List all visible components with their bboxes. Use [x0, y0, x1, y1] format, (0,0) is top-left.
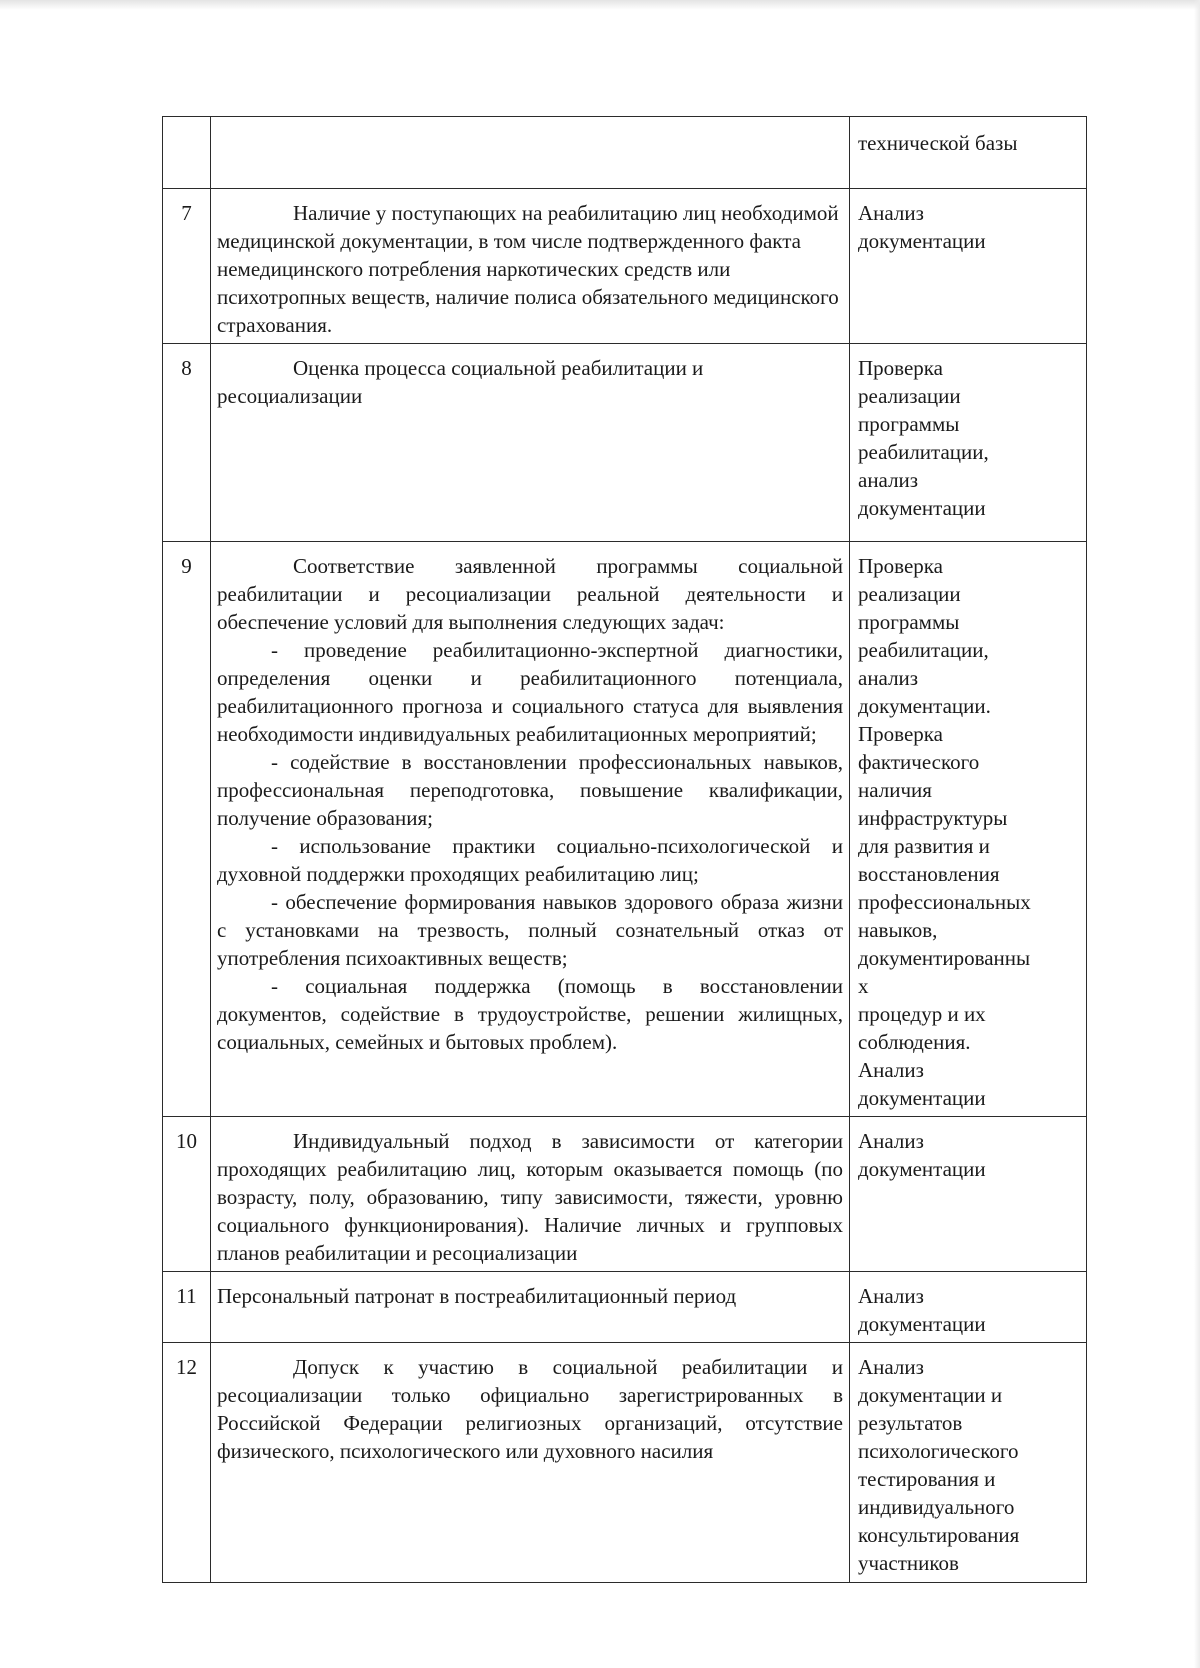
check-line: восстановления [858, 862, 1000, 886]
row-check-cell [850, 1272, 1087, 1343]
check-line: соблюдения. [858, 1030, 971, 1054]
check-line: психологического [858, 1439, 1019, 1463]
row-check-cell [850, 189, 1087, 344]
check-line: реализации [858, 582, 961, 606]
check-line: документации [858, 1086, 986, 1110]
row-number-cell: 12 [163, 1343, 211, 1583]
table-row [163, 1272, 1087, 1343]
row-text-cell [211, 117, 850, 189]
row-text: Допуск к участию в социальной реабилитации и ресоциализации только официально зарегистрированных в Российской Федерации религиозных организаций, отсутствие физического, психологического или духовного насилия [217, 1355, 843, 1463]
row-check-cell [850, 1343, 1087, 1583]
check-line: документации. [858, 694, 991, 718]
check-line: Анализ [858, 1058, 924, 1082]
row-check-cell: технической базы [850, 117, 1087, 189]
check-line: документации [858, 496, 986, 520]
row-text-cell [211, 344, 850, 542]
check-line: фактического [858, 750, 980, 774]
check-line: инфраструктуры [858, 806, 1008, 830]
row-text-cell [211, 1117, 850, 1272]
check-line: индивидуального [858, 1495, 1015, 1519]
check-line: Анализ [858, 1129, 924, 1153]
check-line: для развития и [858, 834, 990, 858]
row-number-cell: 10 [163, 1117, 211, 1272]
row-check-cell [850, 1117, 1087, 1272]
check-line: Анализ [858, 1355, 924, 1379]
table-row [163, 1117, 1087, 1272]
row-text: Индивидуальный подход в зависимости от категории проходящих реабилитацию лиц, которым оказывается помощь (по возрасту, полу, образованию, типу зависимости, тяжести, уровню социального функционирования). Наличие личных и групповых планов реабилитации и ресоциализации [217, 1129, 843, 1265]
check-line: процедур и их [858, 1002, 986, 1026]
check-line: Анализ [858, 1284, 924, 1308]
check-line: Анализ [858, 201, 924, 225]
row-text-cell [211, 1272, 850, 1343]
check-line: Проверка [858, 554, 943, 578]
scan-shadow-top [0, 0, 1200, 10]
check-line: тестирования и [858, 1467, 996, 1491]
check-line: профессиональных [858, 890, 1031, 914]
table-row [163, 189, 1087, 344]
row-text: Оценка процесса социальной реабилитации и ресоциализации [217, 356, 704, 408]
check-line: реализации [858, 384, 961, 408]
table-row [163, 542, 1087, 1117]
check-line: документированны [858, 946, 1031, 970]
row-text: Персональный патронат в постреабилитационный период [217, 1284, 737, 1308]
check-line: навыков, [858, 918, 938, 942]
row-number-cell: 9 [163, 542, 211, 1117]
table-row-continued [163, 117, 1087, 189]
row-number-cell [163, 117, 211, 189]
check-line: участников [858, 1551, 959, 1575]
check-line: программы [858, 412, 960, 436]
check-line: реабилитации, [858, 440, 989, 464]
task-list-item: - проведение реабилитационно-экспертной диагностики, определения оценки и реабилитационного потенциала, реабилитационного прогноза и социального статуса для выявления необходимости индивидуальных реабилитационных мероприятий; [217, 638, 843, 746]
task-list-item: - использование практики социально-психологической и духовной поддержки проходящих реабилитацию лиц; [217, 834, 843, 886]
criteria-table [162, 116, 1087, 1583]
row-check-cell [850, 344, 1087, 542]
check-line: наличия [858, 778, 932, 802]
check-line: документации [858, 1312, 986, 1336]
check-line: программы [858, 610, 960, 634]
row-text-cell [211, 189, 850, 344]
row-text-cell [211, 542, 850, 1117]
table-row [163, 1343, 1087, 1583]
check-line: результатов [858, 1411, 963, 1435]
row-number-cell: 11 [163, 1272, 211, 1343]
check-line: Проверка [858, 356, 943, 380]
check-line: анализ [858, 666, 919, 690]
task-list-item: - содействие в восстановлении профессиональных навыков, профессиональная переподготовка, повышение квалификации, получение образования; [217, 750, 843, 830]
check-line: документации [858, 1157, 986, 1181]
check-line: документации [858, 229, 986, 253]
check-line: реабилитации, [858, 638, 989, 662]
row-number-cell: 8 [163, 344, 211, 542]
check-line: х [858, 974, 869, 998]
row-text: Наличие у поступающих на реабилитацию лиц необходимой медицинской документации, в том числе подтвержденного факта немедицинского потребления наркотических средств или психотропных веществ, наличие полиса обязательного медицинского страхования. [217, 201, 839, 337]
row-text-cell [211, 1343, 850, 1583]
check-line: документации и [858, 1383, 1003, 1407]
check-line: анализ [858, 468, 919, 492]
check-line: Проверка [858, 722, 943, 746]
scan-shadow-right [1194, 0, 1200, 1668]
row-text: Соответствие заявленной программы социальной реабилитации и ресоциализации реальной деятельности и обеспечение условий для выполнения следующих задач: [217, 554, 843, 634]
task-list-item: - обеспечение формирования навыков здорового образа жизни с установками на трезвость, полный сознательный отказ от употребления психоактивных веществ; [217, 890, 843, 970]
row-check-cell [850, 542, 1087, 1117]
check-line: консультирования [858, 1523, 1020, 1547]
row-number-cell: 7 [163, 189, 211, 344]
table-row [163, 344, 1087, 542]
task-list-item: - социальная поддержка (помощь в восстановлении документов, содействие в трудоустройстве, решении жилищных, социальных, семейных и бытовых проблем). [217, 974, 843, 1054]
